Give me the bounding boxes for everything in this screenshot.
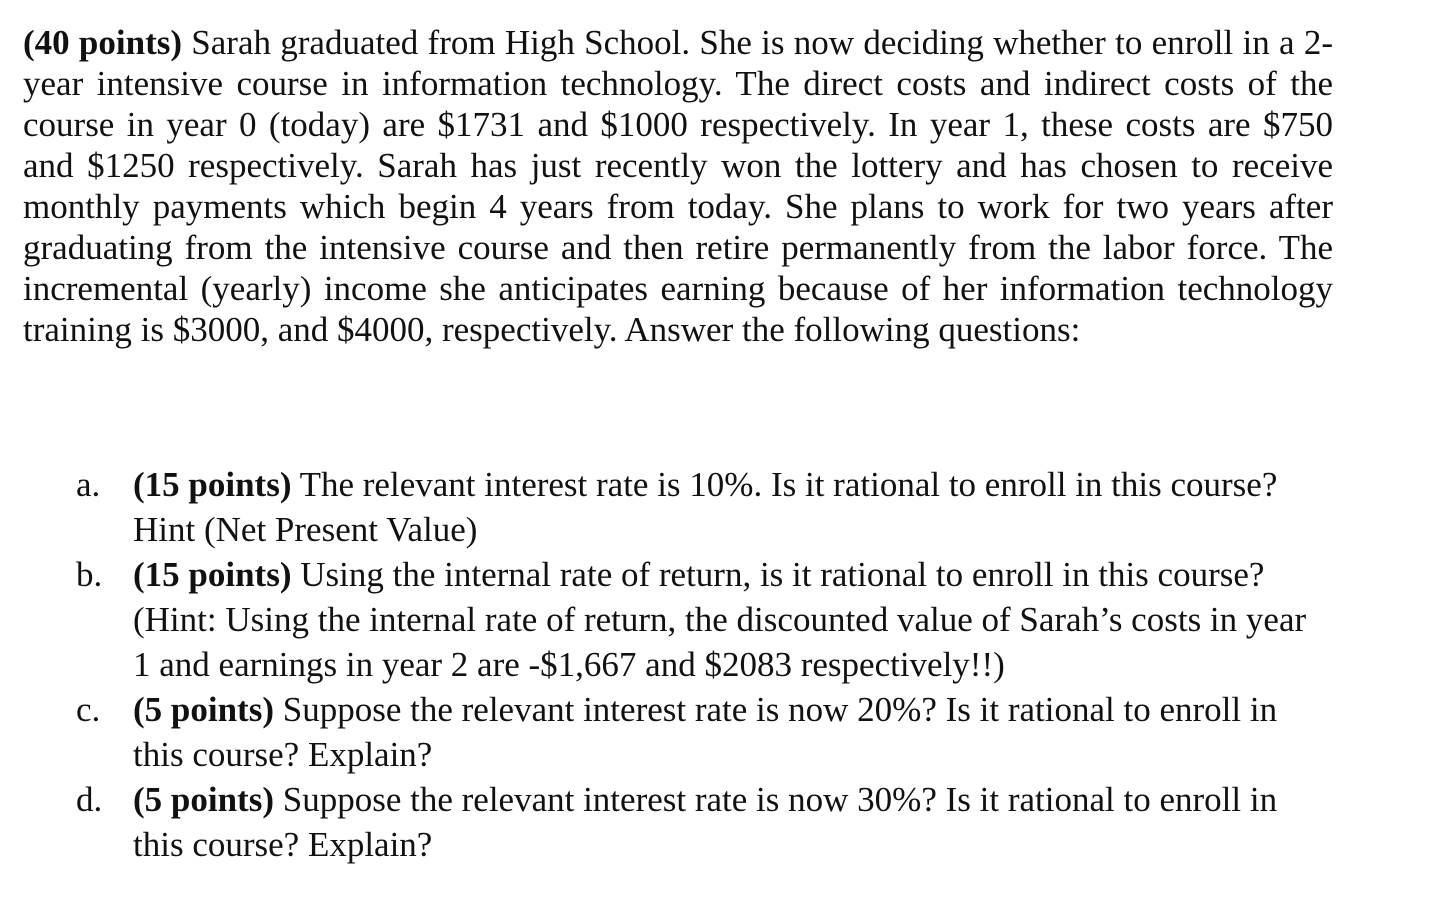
question-text: The relevant interest rate is 10%. Is it rational to enroll in this course? Hint (Net Present Value) [133, 465, 1278, 549]
question-marker: a. [76, 465, 101, 504]
question-text: Suppose the relevant interest rate is now 30%? Is it rational to enroll in this course? Explain? [133, 780, 1278, 864]
question-c [0, 687, 1328, 777]
question-points: (15 points) [133, 555, 292, 594]
problem-text: Sarah graduated from High School. She is now deciding whether to enroll in a 2-year intensive course in information technology. The direct costs and indirect costs of the course in year 0 (today) are $1731 and $1000 respectively. In year 1, these costs are $750 and $1250 respectively. Sarah has just recently won the lottery and has chosen to receive monthly payments which begin 4 years from today. She plans to work for two years after graduating from the intensive course and then retire permanently from the labor force. The incremental (yearly) income she anticipates earning because of her information technology training is $3000, and $4000, respectively. Answer the following questions: [23, 23, 1333, 349]
problem-statement [23, 22, 1333, 350]
question-d [0, 777, 1328, 867]
question-b [0, 552, 1328, 687]
question-points: (5 points) [133, 690, 274, 729]
question-text: Using the internal rate of return, is it rational to enroll in this course? (Hint: Using the internal rate of return, the discounted value of Sarah’s costs in year 1 and earnings in year 2 are -$1,667 and $2083 respectively!!) [133, 555, 1307, 684]
question-marker: d. [76, 780, 103, 819]
question-marker: c. [76, 690, 101, 729]
question-points: (15 points) [133, 465, 292, 504]
question-marker: b. [76, 555, 103, 594]
question-points: (5 points) [133, 780, 274, 819]
question-text: Suppose the relevant interest rate is now 20%? Is it rational to enroll in this course? Explain? [133, 690, 1278, 774]
total-points: (40 points) [23, 23, 183, 62]
question-a [0, 462, 1328, 552]
question-list [0, 462, 1436, 867]
